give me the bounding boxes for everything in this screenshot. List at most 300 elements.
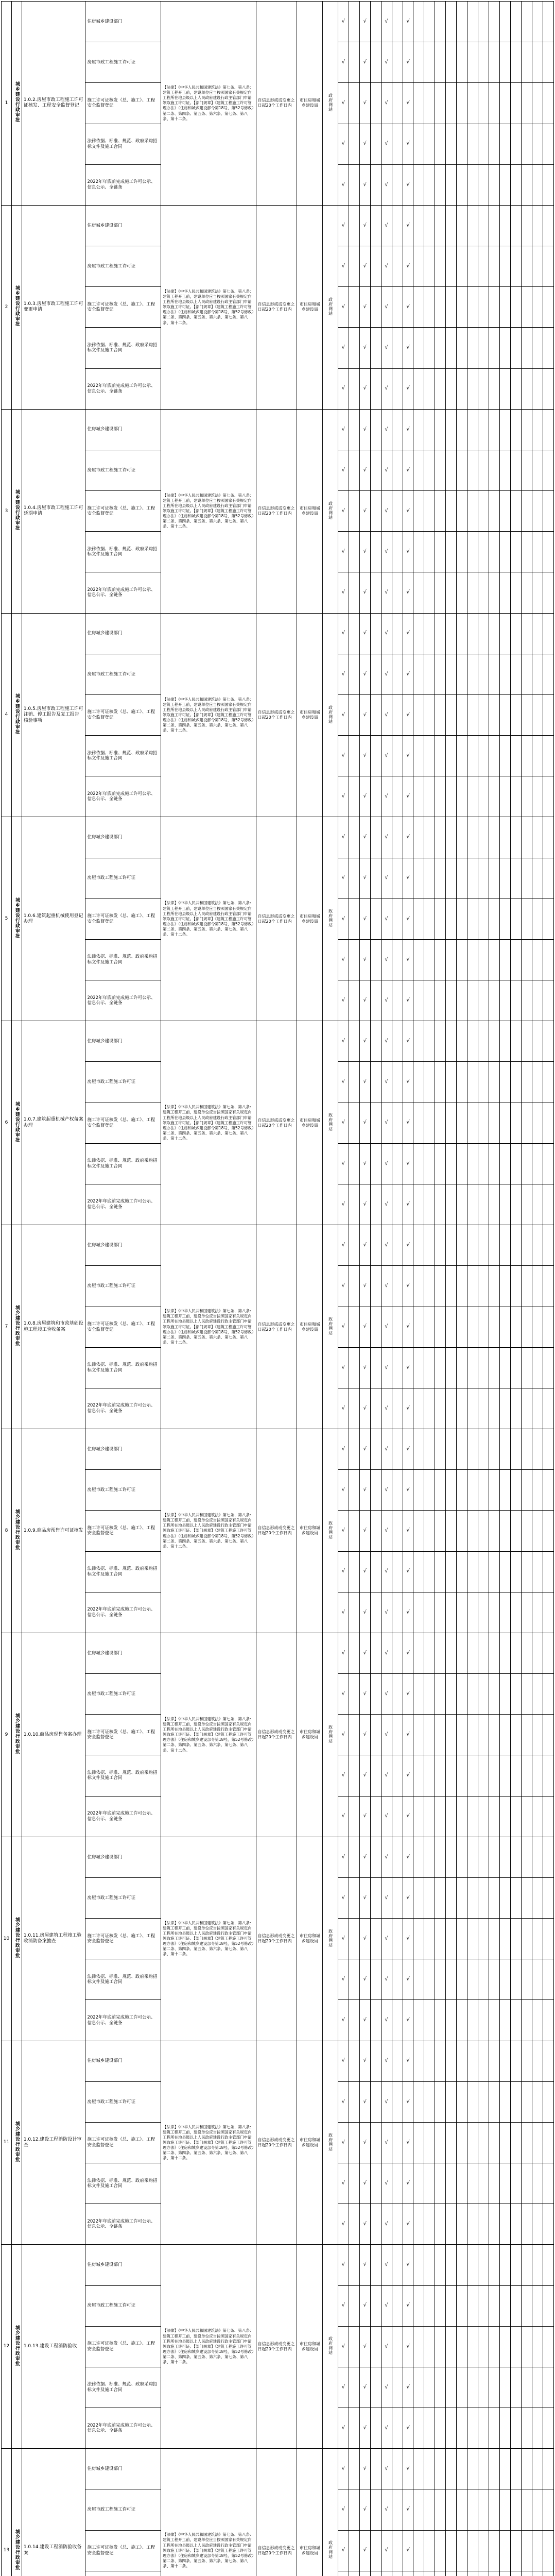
check-mark: √ xyxy=(363,1772,367,1778)
check-cell xyxy=(446,83,457,124)
check-cell xyxy=(543,205,553,246)
check-mark: √ xyxy=(341,2017,345,2023)
item-cell: 施工许可证核发（总、施工）、工程安全监督登记 xyxy=(85,1715,161,1755)
check-cell xyxy=(338,1592,349,1633)
check-mark: √ xyxy=(406,2466,410,2472)
check-cell xyxy=(338,2571,349,2576)
check-cell xyxy=(413,2367,424,2408)
check-mark: √ xyxy=(363,956,367,962)
check-cell xyxy=(500,2285,511,2326)
row-index: 3 xyxy=(2,409,12,613)
check-cell xyxy=(532,450,543,490)
check-cell xyxy=(532,572,543,613)
check-cell xyxy=(424,532,435,572)
check-mark: √ xyxy=(341,2506,345,2513)
check-mark: √ xyxy=(406,1120,410,1126)
check-cell xyxy=(467,1633,478,1673)
check-cell xyxy=(532,776,543,817)
check-cell xyxy=(392,1388,403,1429)
check-cell xyxy=(403,858,413,899)
check-mark: √ xyxy=(363,711,367,718)
check-cell xyxy=(435,1715,446,1755)
check-cell xyxy=(424,1674,435,1715)
check-cell xyxy=(435,694,446,735)
check-cell xyxy=(435,491,446,532)
check-cell xyxy=(478,2041,489,2081)
check-cell xyxy=(478,694,489,735)
check-cell xyxy=(457,2000,467,2041)
row-index: 8 xyxy=(2,1429,12,1633)
check-mark: √ xyxy=(406,1160,410,1166)
check-cell xyxy=(349,980,359,1021)
check-mark: √ xyxy=(363,2384,367,2390)
check-cell xyxy=(403,2571,413,2576)
check-cell xyxy=(467,980,478,1021)
check-cell xyxy=(500,1184,511,1225)
check-mark: √ xyxy=(341,997,345,1003)
check-cell xyxy=(500,2245,511,2285)
check-cell xyxy=(478,368,489,409)
check-cell xyxy=(381,1470,392,1511)
check-cell xyxy=(532,858,543,899)
check-mark: √ xyxy=(341,1650,345,1656)
check-mark: √ xyxy=(341,2221,345,2227)
item-cell: 施工许可证核发（总、施工）、工程安全监督登记 xyxy=(85,1307,161,1347)
check-cell xyxy=(338,1021,349,1062)
check-cell xyxy=(349,776,359,817)
check-cell xyxy=(424,1103,435,1143)
check-cell xyxy=(392,2530,403,2571)
check-cell xyxy=(489,1225,500,1266)
check-mark: √ xyxy=(406,1446,410,1452)
check-cell xyxy=(392,1633,403,1673)
check-mark: √ xyxy=(406,1079,410,1085)
item-cell: 住房城乡建设部门 xyxy=(85,613,161,654)
check-cell xyxy=(489,205,500,246)
item-cell: 2022年年底前完成施工许可公示、信息公示、全链条 xyxy=(85,1388,161,1429)
check-cell xyxy=(511,1347,522,1388)
check-cell xyxy=(500,980,511,1021)
check-cell xyxy=(381,858,392,899)
check-cell xyxy=(478,124,489,164)
row-index: 2 xyxy=(2,205,12,409)
check-cell xyxy=(370,613,381,654)
check-cell xyxy=(338,1470,349,1511)
check-cell xyxy=(424,2408,435,2449)
check-mark: √ xyxy=(385,263,388,269)
check-cell xyxy=(413,2041,424,2081)
check-cell xyxy=(435,42,446,83)
check-cell xyxy=(511,1429,522,1470)
check-cell xyxy=(349,1511,359,1551)
check-mark: √ xyxy=(341,2262,345,2268)
check-mark: √ xyxy=(363,2098,367,2105)
check-mark: √ xyxy=(341,875,345,881)
check-cell xyxy=(467,1796,478,1837)
check-mark: √ xyxy=(363,1446,367,1452)
check-cell xyxy=(511,694,522,735)
check-cell xyxy=(349,205,359,246)
check-cell xyxy=(435,2163,446,2204)
check-cell xyxy=(478,572,489,613)
disclosure-subject-cell: 市住房和城乡建设局 xyxy=(297,205,323,409)
check-cell xyxy=(338,2000,349,2041)
check-cell xyxy=(500,2041,511,2081)
check-cell xyxy=(522,858,532,899)
channel-cell xyxy=(323,2,338,206)
check-cell xyxy=(522,368,532,409)
check-cell xyxy=(467,2,478,42)
check-cell xyxy=(489,2408,500,2449)
check-cell xyxy=(543,1429,553,1470)
check-cell xyxy=(338,2163,349,2204)
check-cell xyxy=(532,532,543,572)
check-mark: √ xyxy=(363,141,367,147)
check-cell xyxy=(424,450,435,490)
check-cell xyxy=(349,1592,359,1633)
check-mark: √ xyxy=(406,2058,410,2064)
check-cell xyxy=(370,1633,381,1673)
check-cell xyxy=(413,858,424,899)
check-cell xyxy=(478,1877,489,1918)
check-cell xyxy=(435,1837,446,1877)
check-cell xyxy=(435,1307,446,1347)
time-limit-cell: 自信息形成或变更之日起20个工作日内 xyxy=(256,1021,297,1225)
check-cell xyxy=(457,613,467,654)
check-mark: √ xyxy=(363,1079,367,1085)
check-cell xyxy=(522,2245,532,2285)
check-cell xyxy=(446,1715,457,1755)
check-cell xyxy=(435,1184,446,1225)
check-cell xyxy=(532,491,543,532)
time-limit-cell: 自信息形成或变更之日起20个工作日内 xyxy=(256,2,297,206)
check-cell xyxy=(511,1592,522,1633)
check-cell xyxy=(403,1755,413,1796)
check-cell xyxy=(500,1511,511,1551)
check-cell xyxy=(478,328,489,368)
check-cell xyxy=(522,1877,532,1918)
check-cell xyxy=(522,1021,532,1062)
category-cell xyxy=(11,205,22,409)
check-cell xyxy=(489,1877,500,1918)
check-cell xyxy=(511,124,522,164)
check-cell xyxy=(392,776,403,817)
category-cell xyxy=(11,409,22,613)
channel-cell xyxy=(323,1429,338,1633)
check-cell xyxy=(489,2245,500,2285)
check-cell xyxy=(457,328,467,368)
check-cell xyxy=(381,2449,392,2489)
check-cell xyxy=(338,83,349,124)
check-cell xyxy=(457,1633,467,1673)
channel-label: 政府网站 xyxy=(328,705,333,724)
law-basis-cell: 【法律】《中华人民共和国建筑法》第七条、第八条：建筑工程开工前，建设单位应当按照国家有关规定向工程所在地县级以上人民政府建设行政主管部门申请领取施工许可证。【部门规章】《建筑工程施工许可管理办法》（住房和城乡建设部令第18号，第52号修改）第二条、第四条、第五条、第六条、第七条、第八条、第十二条。 xyxy=(161,1633,256,1837)
check-cell xyxy=(457,2122,467,2163)
check-cell xyxy=(349,858,359,899)
check-mark: √ xyxy=(363,2017,367,2023)
check-cell xyxy=(500,246,511,287)
check-mark: √ xyxy=(341,793,345,800)
channel-cell xyxy=(323,2041,338,2245)
law-basis-cell: 【法律】《中华人民共和国建筑法》第七条、第八条：建筑工程开工前，建设单位应当按照国家有关规定向工程所在地县级以上人民政府建设行政主管部门申请领取施工许可证。【部门规章】《建筑工程施工许可管理办法》（住房和城乡建设部令第18号，第52号修改）第二条、第四条、第五条、第六条、第七条、第八条、第十二条。 xyxy=(161,2041,256,2245)
check-mark: √ xyxy=(385,2017,388,2023)
check-cell xyxy=(543,2000,553,2041)
check-cell xyxy=(478,1674,489,1715)
check-cell xyxy=(500,124,511,164)
check-mark: √ xyxy=(363,752,367,758)
check-cell xyxy=(500,205,511,246)
check-cell xyxy=(392,2489,403,2530)
check-mark: √ xyxy=(385,2180,388,2186)
check-cell xyxy=(392,1796,403,1837)
check-mark: √ xyxy=(363,1160,367,1166)
item-cell: 2022年年底前完成施工许可公示、信息公示、全链条 xyxy=(85,980,161,1021)
check-cell xyxy=(478,613,489,654)
check-mark: √ xyxy=(363,793,367,800)
check-cell xyxy=(413,450,424,490)
check-cell xyxy=(349,1225,359,1266)
check-cell xyxy=(446,164,457,205)
check-cell xyxy=(467,1307,478,1347)
channel-label: 政府网站 xyxy=(328,1928,333,1947)
check-cell xyxy=(435,2530,446,2571)
item-cell: 法律依据、标准、规范、政府采购招标文件及施工合同 xyxy=(85,1959,161,2000)
check-cell xyxy=(381,409,392,450)
check-cell xyxy=(467,858,478,899)
check-cell xyxy=(338,2489,349,2530)
check-cell xyxy=(511,164,522,205)
check-cell xyxy=(403,1470,413,1511)
check-mark: √ xyxy=(341,1732,345,1738)
check-cell xyxy=(349,83,359,124)
check-cell xyxy=(370,1347,381,1388)
check-mark: √ xyxy=(363,385,367,392)
check-cell xyxy=(511,1674,522,1715)
category-cell xyxy=(11,1429,22,1633)
check-cell xyxy=(522,1429,532,1470)
check-cell xyxy=(543,2081,553,2122)
check-cell xyxy=(500,899,511,939)
table-row xyxy=(2,613,554,654)
check-cell xyxy=(370,328,381,368)
check-cell xyxy=(511,1796,522,1837)
check-mark: √ xyxy=(363,1854,367,1860)
check-mark: √ xyxy=(363,426,367,432)
check-cell xyxy=(511,1837,522,1877)
item-cell: 房屋市政工程施工许可证 xyxy=(85,2285,161,2326)
check-cell xyxy=(457,1307,467,1347)
check-mark: √ xyxy=(406,997,410,1003)
check-cell xyxy=(467,1103,478,1143)
check-cell xyxy=(413,899,424,939)
check-mark: √ xyxy=(363,1650,367,1656)
check-cell xyxy=(457,2041,467,2081)
check-cell xyxy=(424,1715,435,1755)
check-cell xyxy=(511,2122,522,2163)
channel-cell xyxy=(323,1837,338,2041)
check-mark: √ xyxy=(406,345,410,351)
check-cell xyxy=(457,409,467,450)
check-cell xyxy=(532,287,543,328)
check-cell xyxy=(424,1062,435,1103)
check-cell xyxy=(543,2571,553,2576)
check-cell xyxy=(349,532,359,572)
check-cell xyxy=(446,1307,457,1347)
check-cell xyxy=(522,694,532,735)
check-cell xyxy=(511,1184,522,1225)
check-cell xyxy=(392,2000,403,2041)
check-cell xyxy=(532,1143,543,1184)
check-cell xyxy=(532,899,543,939)
check-mark: √ xyxy=(406,711,410,718)
check-cell xyxy=(489,2081,500,2122)
check-cell xyxy=(349,1347,359,1388)
check-cell xyxy=(359,1266,370,1307)
item-cell: 法律依据、标准、规范、政府采购招标文件及施工合同 xyxy=(85,1347,161,1388)
item-cell: 住房城乡建设部门 xyxy=(85,817,161,858)
check-cell xyxy=(489,1755,500,1796)
check-cell xyxy=(392,2122,403,2163)
channel-label: 政府网站 xyxy=(328,2132,333,2151)
item-cell: 房屋市政工程施工许可证 xyxy=(85,450,161,490)
check-cell xyxy=(338,2245,349,2285)
check-cell xyxy=(543,1062,553,1103)
check-mark: √ xyxy=(406,1568,410,1574)
check-cell xyxy=(349,1755,359,1796)
check-cell xyxy=(446,2163,457,2204)
check-mark: √ xyxy=(406,549,410,555)
check-cell xyxy=(403,2285,413,2326)
check-cell xyxy=(338,572,349,613)
check-cell xyxy=(446,980,457,1021)
check-cell xyxy=(489,42,500,83)
check-cell xyxy=(543,736,553,776)
check-cell xyxy=(511,1633,522,1673)
check-cell xyxy=(532,205,543,246)
check-mark: √ xyxy=(385,1976,388,1982)
item-cell: 法律依据、标准、规范、政府采购招标文件及施工合同 xyxy=(85,1551,161,1592)
check-cell xyxy=(543,491,553,532)
item-cell: 施工许可证核发（总、施工）、工程安全监督登记 xyxy=(85,694,161,735)
check-cell xyxy=(532,2000,543,2041)
item-cell: 房屋市政工程施工许可证 xyxy=(85,246,161,287)
check-cell xyxy=(424,1021,435,1062)
disclosure-subject-cell: 市住房和城乡建设局 xyxy=(297,409,323,613)
check-cell xyxy=(467,939,478,980)
check-mark: √ xyxy=(385,997,388,1003)
check-cell xyxy=(424,2,435,42)
check-cell xyxy=(532,1715,543,1755)
check-cell xyxy=(467,1715,478,1755)
check-cell xyxy=(403,613,413,654)
check-mark: √ xyxy=(406,589,410,596)
channel-label: 政府网站 xyxy=(328,909,333,928)
check-mark: √ xyxy=(385,956,388,962)
check-cell xyxy=(446,368,457,409)
item-cell: 房屋市政工程施工许可证 xyxy=(85,1062,161,1103)
check-cell xyxy=(489,2204,500,2245)
check-cell xyxy=(500,1225,511,1266)
check-cell xyxy=(511,817,522,858)
check-cell xyxy=(446,1143,457,1184)
check-cell xyxy=(381,1021,392,1062)
check-cell xyxy=(478,2408,489,2449)
check-mark: √ xyxy=(406,834,410,840)
item-cell: 住房城乡建设部门 xyxy=(85,2449,161,2489)
check-cell xyxy=(478,2367,489,2408)
check-cell xyxy=(424,2000,435,2041)
check-mark: √ xyxy=(385,385,388,392)
check-cell xyxy=(381,532,392,572)
check-cell xyxy=(359,1796,370,1837)
check-cell xyxy=(543,1877,553,1918)
check-mark: √ xyxy=(406,1650,410,1656)
check-cell xyxy=(413,2326,424,2367)
check-cell xyxy=(500,736,511,776)
subject-cell: 1.0.8.房屋建筑和市政基础设施工程竣工验收备案 xyxy=(22,1225,85,1429)
check-cell xyxy=(413,2449,424,2489)
check-cell xyxy=(532,409,543,450)
check-cell xyxy=(500,2163,511,2204)
check-cell xyxy=(511,328,522,368)
category-label: 城乡建设行政审批 xyxy=(14,1713,20,1755)
check-cell xyxy=(349,2,359,42)
check-cell xyxy=(532,1184,543,1225)
check-cell xyxy=(511,736,522,776)
check-cell xyxy=(403,1551,413,1592)
check-cell xyxy=(478,2000,489,2041)
item-cell: 施工许可证核发（总、施工）、工程安全监督登记 xyxy=(85,2530,161,2571)
check-cell xyxy=(457,736,467,776)
check-cell xyxy=(413,2530,424,2571)
check-cell xyxy=(381,2204,392,2245)
check-mark: √ xyxy=(363,263,367,269)
check-cell xyxy=(413,83,424,124)
check-cell xyxy=(532,1674,543,1715)
check-cell xyxy=(413,1225,424,1266)
check-cell xyxy=(359,328,370,368)
check-cell xyxy=(532,1103,543,1143)
check-cell xyxy=(500,1837,511,1877)
check-cell xyxy=(349,2489,359,2530)
check-cell xyxy=(522,2081,532,2122)
check-cell xyxy=(338,1388,349,1429)
check-cell xyxy=(392,2449,403,2489)
check-cell xyxy=(392,1919,403,1959)
channel-cell xyxy=(323,205,338,409)
check-cell xyxy=(381,1103,392,1143)
check-cell xyxy=(532,2204,543,2245)
check-cell xyxy=(392,2163,403,2204)
time-limit-cell: 自信息形成或变更之日起20个工作日内 xyxy=(256,205,297,409)
check-mark: √ xyxy=(406,426,410,432)
item-cell: 房屋市政工程施工许可证 xyxy=(85,654,161,694)
check-cell xyxy=(349,2041,359,2081)
check-cell xyxy=(424,1266,435,1307)
check-mark: √ xyxy=(406,1854,410,1860)
check-mark: √ xyxy=(385,1813,388,1819)
check-cell xyxy=(349,1021,359,1062)
check-mark: √ xyxy=(385,1079,388,1085)
check-cell xyxy=(435,368,446,409)
check-cell xyxy=(457,899,467,939)
check-cell xyxy=(370,736,381,776)
check-mark: √ xyxy=(341,1242,345,1248)
channel-cell xyxy=(323,1021,338,1225)
check-mark: √ xyxy=(341,181,345,188)
check-cell xyxy=(543,2041,553,2081)
check-cell xyxy=(543,1511,553,1551)
